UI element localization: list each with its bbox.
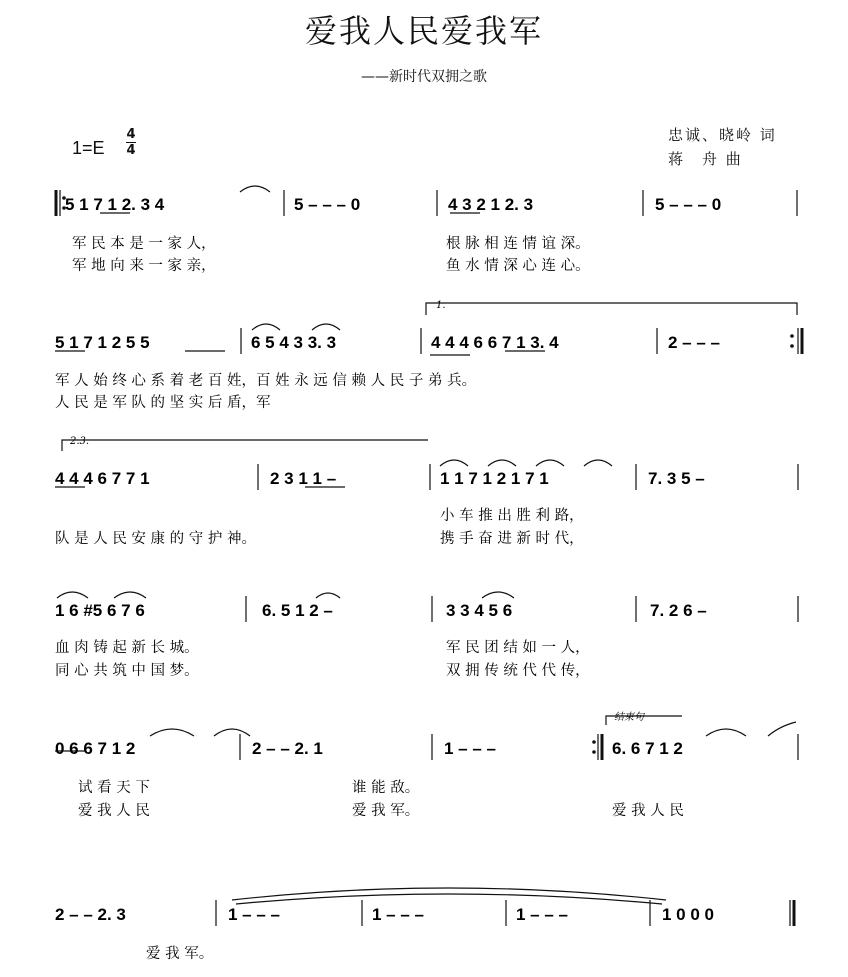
lyric-line: 爱 我 军。 [146, 946, 214, 962]
measure-notes: 2 – – 2. 1 [252, 739, 323, 758]
lyric-line: 军 地 向 来 一 家 亲， [72, 258, 216, 274]
lyric-line: 谁 能 敌。 [352, 780, 420, 796]
lyric-line: 军 民 团 结 如 一 人， [446, 640, 590, 656]
measure-notes: 2 – – 2. 3 [55, 905, 126, 924]
measure-notes: 1 1 7 1 2 1 7 1 [440, 469, 549, 488]
lyric-line: 根 脉 相 连 情 谊 深。 [446, 236, 590, 252]
lyric-line: 血 肉 铸 起 新 长 城。 [55, 640, 199, 656]
measure-notes: 4 3 2 1 2. 3 [448, 195, 534, 214]
song-title: 爱我人民爱我军 [304, 12, 543, 50]
measure-notes: 7. 2 6 – [650, 601, 707, 620]
measure-notes: 1 6 #5 6 7 6 [55, 601, 145, 620]
measure-notes: 6. 6 7 1 2 [612, 739, 683, 758]
key-signature: 1=E [72, 138, 105, 158]
lyricist-credit: 忠诚、晓岭 词 [668, 126, 777, 144]
measure-notes: 1 – – – [372, 905, 424, 924]
lyric-line: 军 民 本 是 一 家 人， [72, 236, 216, 252]
coda-label: 结束句 [614, 712, 644, 723]
song-subtitle: ——新时代双拥之歌 [361, 69, 487, 85]
lyric-line: 同 心 共 筑 中 国 梦。 [55, 663, 199, 679]
measure-notes: 5 – – – 0 [655, 195, 722, 214]
lyric-line: 小 车 推 出 胜 利 路， [440, 508, 584, 524]
lyric-line: 鱼 水 情 深 心 连 心。 [446, 258, 590, 274]
measure-notes: 5 – – – 0 [294, 195, 361, 214]
measure-notes: 1 – – – [516, 905, 568, 924]
measure-notes: 3 3 4 5 6 [446, 601, 513, 620]
measure-notes: 2 – – – [668, 333, 720, 352]
measure-notes: 0 6 6 7 1 2 [55, 739, 136, 758]
lyric-line: 试 看 天 下 [78, 780, 150, 796]
volta-second-label: 2.3. [70, 436, 90, 447]
measure-notes: 1 – – – [228, 905, 280, 924]
composer-credit: 蒋 舟 曲 [668, 150, 743, 168]
measure-notes: 5 1 7 1 2. 3 4 [65, 195, 165, 214]
measure-notes: 6 5 4 3 3. 3 [251, 333, 337, 352]
measure-notes: 4 4 4 6 7 7 1 [55, 469, 150, 488]
measure-notes: 7. 3 5 – [648, 469, 705, 488]
measure-notes: 1 0 0 0 [662, 905, 714, 924]
measure-notes: 1 – – – [444, 739, 496, 758]
lyric-line: 爱 我 人 民 [612, 803, 684, 819]
lyric-line: 爱 我 军。 [352, 803, 420, 819]
volta-first-label: 1. [436, 300, 446, 311]
lyric-line: 队 是 人 民 安 康 的 守 护 神。 [55, 531, 256, 547]
lyric-line: 人 民 是 军 队 的 坚 实 后 盾，军 [55, 395, 271, 411]
time-denominator: 4 [126, 143, 136, 158]
lyric-line: 军 人 始 终 心 系 着 老 百 姓，百 姓 永 远 信 赖 人 民 子 弟 兵。 [55, 373, 477, 389]
measure-notes: 6. 5 1 2 – [262, 601, 333, 620]
lyric-line: 爱 我 人 民 [78, 803, 150, 819]
measure-notes: 2 3 1 1 – [270, 469, 337, 488]
lyric-line: 携 手 奋 进 新 时 代， [440, 531, 584, 547]
lyric-line: 双 拥 传 统 代 代 传， [446, 663, 590, 679]
measure-notes: 5 1 7 1 2 5 5 [55, 333, 150, 352]
time-numerator: 4 [126, 127, 136, 142]
measure-notes: 4 4 4 6 6 7 1 3. 4 [431, 333, 559, 352]
